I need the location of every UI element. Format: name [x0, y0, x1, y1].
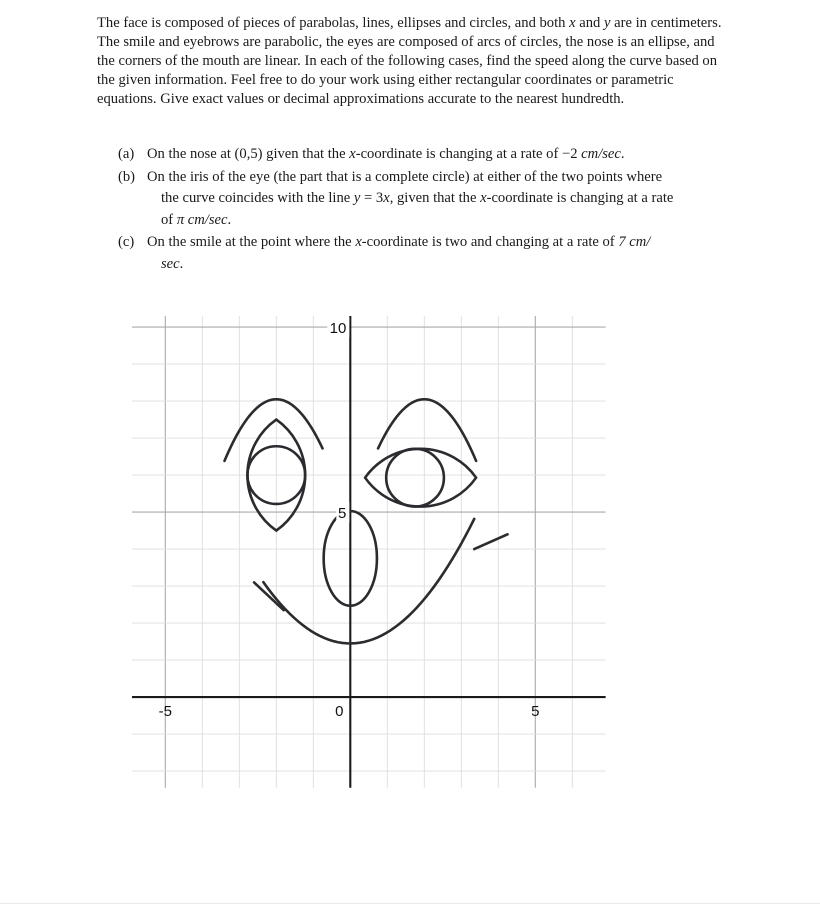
- problem-part-b: [118, 167, 738, 232]
- part-a-units: cm/sec: [581, 146, 621, 162]
- part-c-line-0: [147, 232, 738, 254]
- intro-segment-0: The face is composed of pieces of parabolas, lines, ellipses and circles, and both: [97, 15, 570, 31]
- axis-tick-labels: [159, 317, 540, 720]
- face-graph-figure: [120, 305, 620, 800]
- part-a-seg-0: On the nose at (0,5) given that the: [147, 146, 350, 162]
- part-b-seg-1-4: , given that the: [389, 190, 481, 206]
- part-b-line-2: [147, 210, 738, 232]
- part-b-seg-1-2: = 3: [360, 190, 384, 206]
- part-c-label: (c): [118, 234, 135, 250]
- x-tick-label-5: 5: [531, 703, 540, 721]
- page-footer-divider: [0, 903, 820, 917]
- intro-var-y: y: [603, 15, 611, 31]
- part-c-line-1: [147, 254, 738, 276]
- part-a-seg-3: −2: [561, 146, 582, 162]
- right-eye-iris: [386, 449, 444, 507]
- y-tick-label-10: 10: [329, 320, 347, 338]
- problem-part-c: [118, 232, 738, 275]
- part-b-seg-1-0: the curve coincides with the line: [161, 190, 354, 206]
- part-c-seg-2: -coordinate is two and changing at a rate of: [361, 234, 619, 250]
- part-a-var-x: x: [349, 146, 356, 162]
- x-tick-label--5: -5: [158, 703, 172, 721]
- part-b-seg-2-2: .: [227, 211, 232, 228]
- part-b-line-1: [147, 188, 738, 210]
- part-b-seg-1-6: -coordinate is changing at a rate: [486, 190, 674, 206]
- part-a-line-0: [147, 144, 738, 166]
- part-a-label: (a): [118, 146, 135, 162]
- intro-segment-4: are in centimeters. The smile and eyebrows are parabolic, the eyes are composed of arcs of circles, the nose is an ellipse, and the corners of the mouth are linear. In each of the following cases, find the speed along the curve based on the given information. Feel free to do your work using either rectangular coordinates or parametric equations. Give exact values or decimal approximations accurate to the nearest hundredth.: [97, 15, 722, 107]
- intro-paragraph-text: [97, 14, 731, 109]
- part-b-line-0: [147, 167, 738, 189]
- right-eye-outline: [365, 449, 476, 507]
- part-b-label: (b): [118, 168, 136, 185]
- intro-var-x: x: [569, 15, 576, 31]
- part-a-seg-2: -coordinate is changing at a rate of: [355, 146, 562, 162]
- part-c-seg-0: On the smile at the point where the: [147, 234, 356, 250]
- mouth-corner-left: [254, 582, 284, 610]
- x-tick-label-0: 0: [335, 703, 344, 721]
- part-c-units-2: sec: [161, 255, 180, 272]
- problem-parts-list: [118, 144, 738, 276]
- part-b-var-x-1: x: [383, 190, 390, 206]
- part-b-units: π cm/sec: [176, 211, 228, 228]
- mouth-corner-right: [474, 534, 507, 549]
- grid-minor-lines: [165, 316, 572, 788]
- face-curves: [225, 399, 508, 643]
- part-b-seg-2-0: of: [161, 211, 177, 228]
- part-c-var-x: x: [355, 234, 362, 250]
- part-b-seg-0: On the iris of the eye (the part that is a complete circle) at either of the two points where: [147, 168, 663, 185]
- part-b-var-x-2: x: [480, 190, 487, 206]
- intro-segment-2: and: [575, 15, 604, 31]
- part-c-seg-1-1: .: [179, 255, 184, 272]
- problem-part-a: [118, 144, 738, 166]
- coordinate-plane-svg: [120, 305, 620, 800]
- smile: [263, 519, 474, 644]
- intro-paragraph: [97, 14, 731, 109]
- part-a-seg-5: .: [620, 146, 625, 162]
- part-b-var-y: y: [353, 190, 361, 206]
- y-tick-label-5: 5: [337, 505, 347, 523]
- part-c-units-1: 7 cm/: [618, 234, 651, 250]
